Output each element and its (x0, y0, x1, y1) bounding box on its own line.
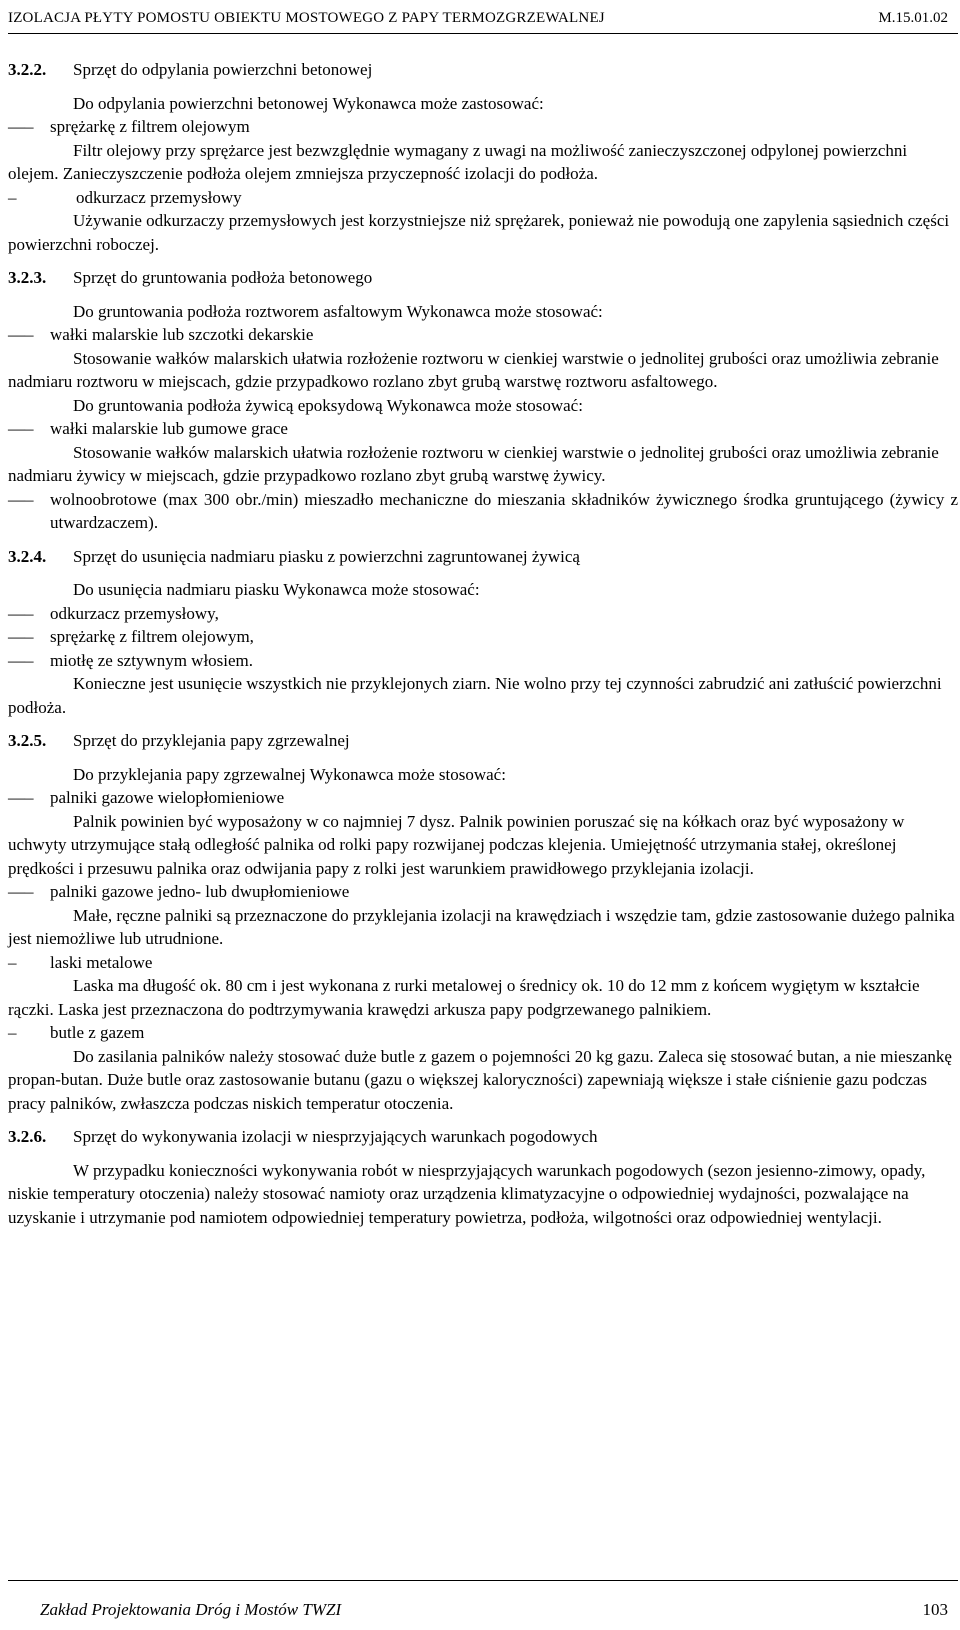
paragraph: Małe, ręczne palniki są przeznaczone do przyklejania izolacji na krawędziach i wszędzie tam, gdzie zastosowanie dużego palnika jest niemożliwe lub utrudnione. (8, 905, 955, 948)
section-title: Sprzęt do odpylania powierzchni betonowej (73, 60, 373, 79)
header-rule (8, 33, 958, 34)
page-number: 103 (922, 1600, 948, 1619)
section-heading-3-2-5 (8, 729, 958, 753)
section-title: Sprzęt do wykonywania izolacji w niesprzyjających warunkach pogodowych (73, 1127, 598, 1146)
list-item: —– wolnoobrotowe (max 300 obr./min) mieszadło mechaniczne do mieszania składników żywicznego środka gruntującego (żywicy z utwardzaczem). (8, 488, 958, 535)
list-item: —– miotłę ze sztywnym włosiem. (8, 649, 958, 673)
section-number: 3.2.5. (8, 731, 47, 750)
section-number: 3.2.4. (8, 546, 47, 566)
list-item: – odkurzacz przemysłowy (8, 186, 958, 210)
paragraph: Do przyklejania papy zgrzewalnej Wykonawca może stosować: (73, 764, 506, 784)
list-item: —– sprężarkę z filtrem olejowym (8, 115, 958, 139)
list-item: – laski metalowe (8, 951, 958, 975)
section-heading-3-2-4 (8, 545, 958, 569)
paragraph: Do gruntowania podłoża roztworem asfaltowym Wykonawca może stosować: (73, 301, 603, 321)
section-title: Sprzęt do przyklejania papy zgrzewalnej (73, 731, 350, 750)
footer-rule (8, 1580, 958, 1581)
paragraph: W przypadku konieczności wykonywania robót w niesprzyjających warunkach pogodowych (sezon jesienno-zimowy, opady, niskie temperatury otoczenia) należy stosować namioty oraz urządzenia klimatyzacyjne o odpowiedniej wydajności, pozwalające na uzyskanie i utrzymanie pod namiotem odpowiedniej temperatury powietrza, podłoża, wilgotności oraz odpowiedniej wentylacji. (8, 1160, 926, 1227)
section-heading-3-2-3 (8, 266, 958, 290)
paragraph: Używanie odkurzaczy przemysłowych jest korzystniejsze niż sprężarek, ponieważ nie powodują one zapylenia sąsiednich części powierzchni roboczej. (8, 211, 950, 254)
section-heading-3-2-6 (8, 1125, 958, 1149)
list-item: —– wałki malarskie lub szczotki dekarskie (8, 323, 958, 347)
paragraph: Laska ma długość ok. 80 cm i jest wykonana z rurki metalowej o średnicy ok. 10 do 12 mm z końcem wygiętym w kształcie rączki. Laska jest przeznaczona do podtrzymywania krawędzi arkusza papy podgrzewanego palnikiem. (8, 976, 920, 1019)
list-item: —– odkurzacz przemysłowy, (8, 602, 958, 626)
list-item: —– palniki gazowe jedno- lub dwupłomieniowe (8, 880, 958, 904)
section-number: 3.2.3. (8, 268, 47, 287)
document-title: IZOLACJA PŁYTY POMOSTU OBIEKTU MOSTOWEGO Z PAPY TERMOZGRZEWALNEJ (8, 10, 605, 26)
section-number: 3.2.2. (8, 60, 47, 79)
paragraph: Filtr olejowy przy sprężarce jest bezwzględnie wymagany z uwagi na możliwość zanieczyszczonej odpylonej powierzchni olejem. Zanieczyszczenie podłoża olejem zmniejsza przyczepność izolacji do podłoża. (8, 140, 908, 183)
section-title: Sprzęt do usunięcia nadmiaru piasku z powierzchni zagruntowanej żywicą (73, 546, 580, 566)
paragraph: Do zasilania palników należy stosować duże butle z gazem o pojemności 20 kg gazu. Zaleca się stosować butan, a nie mieszankę propan-butan. Duże butle oraz zastosowanie butanu (gazu o większej kaloryczności) zapewniają większe i stałe ciśnienie gazu podczas pracy palników, zwłaszcza podczas niskich temperatur otoczenia. (8, 1046, 952, 1113)
footer-organization: Zakład Projektowania Dróg i Mostów TWZI (40, 1600, 342, 1619)
paragraph: Do usunięcia nadmiaru piasku Wykonawca może stosować: (73, 580, 480, 599)
paragraph: Do gruntowania podłoża żywicą epoksydową Wykonawca może stosować: (73, 395, 583, 415)
paragraph: Palnik powinien być wyposażony w co najmniej 7 dysz. Palnik powinien poruszać się na kółkach oraz być wyposażony w uchwyty utrzymujące stałą odległość palnika od rolki papy rozwijanej podczas klejenia. Umiejętność utrzymania stałej, określonej prędkości i przesuwu palnika oraz odwijania papy z rolki jest warunkiem prawidłowego przyklejania izolacji. (8, 811, 905, 878)
list-item: – butle z gazem (8, 1021, 958, 1045)
section-heading-3-2-2 (8, 58, 958, 82)
paragraph: Do odpylania powierzchni betonowej Wykonawca może zastosować: (73, 93, 544, 113)
list-item: —– sprężarkę z filtrem olejowym, (8, 625, 958, 649)
paragraph: Konieczne jest usunięcie wszystkich nie przyklejonych ziarn. Nie wolno przy tej czynności zabrudzić ani zatłuścić powierzchni podłoża. (8, 674, 942, 717)
list-item: —– palniki gazowe wielopłomieniowe (8, 786, 958, 810)
section-number: 3.2.6. (8, 1127, 47, 1146)
page-footer (8, 1580, 958, 1620)
paragraph: Stosowanie wałków malarskich ułatwia rozłożenie roztworu w cienkiej warstwie o jednolitej grubości oraz umożliwia zebranie nadmiaru żywicy w miejscach, gdzie przypadkowo rozlano zbyt grubą warstwę żywicy. (8, 442, 939, 485)
section-title: Sprzęt do gruntowania podłoża betonowego (73, 268, 373, 287)
document-body (8, 58, 958, 1229)
page-header (8, 4, 958, 32)
list-item: —– wałki malarskie lub gumowe grace (8, 417, 958, 441)
spec-code: M.15.01.02 (878, 10, 948, 26)
paragraph: Stosowanie wałków malarskich ułatwia rozłożenie roztworu w cienkiej warstwie o jednolitej grubości oraz umożliwia zebranie nadmiaru roztworu w miejscach, gdzie przypadkowo rozlano zbyt grubą warstwę roztworu asfaltowego. (8, 348, 939, 391)
